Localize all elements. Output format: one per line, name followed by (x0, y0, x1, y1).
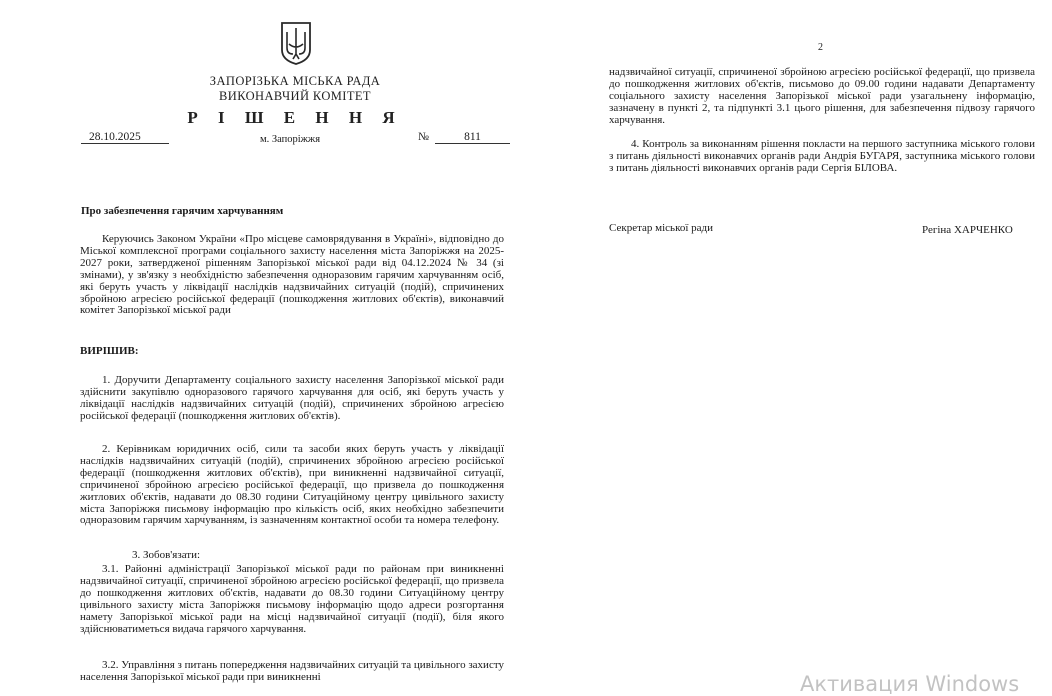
item-3-2-paragraph: 3.2. Управління з питань попередження надзвичайних ситуацій та цивільного захисту населення Запорізької міської ради при виникненні (80, 659, 504, 683)
item-3-1-paragraph: 3.1. Районні адміністрації Запорізької міської ради по районам при виникненні надзвичайної ситуації, спричиненої збройною агресією російської федерації, що призвела до пошкодження житлових об'єктів, надавати до 08.30 години Ситуаційному центру цивільного захисту міста Запоріжжя письмову інформацію щодо адреси розгортання намету Запорізької міської ради на місці надзвичайної ситуації (події), біля якого здійснюватиметься видача гарячого харчування. (80, 563, 504, 635)
city-name: м. Запоріжжя (259, 134, 321, 145)
item-2-paragraph: 2. Керівникам юридичних осіб, сили та засоби яких беруть участь у ліквідації наслідків надзвичайних ситуацій (подій), спричинених збройною агресією російської федерації (пошкодження житлових об'єктів), при виникненні надзвичайної ситуації, спричиненої збройною агресією російської федерації, що призвела до пошкодження житлових об'єктів, надавати до 08.30 години Ситуаційному центру цивільного захисту міста Запоріжжя письмову інформацію про кількість осіб, яких необхідно забезпечити одноразовим гарячим харчуванням, із зазначенням контактної особи та номера телефону. (80, 443, 504, 527)
signer-title: Секретар міської ради (609, 222, 714, 234)
decision-number: 811 (435, 131, 510, 144)
item-4-paragraph: 4. Контроль за виконанням рішення покласти на першого заступника міського голови з питань діяльності виконавчих органів ради Андрія БУГАРЯ, заступника міського голови з питань діяльності виконавчих органів ради Сергія БІЛОВА. (609, 138, 1035, 174)
committee-name: ВИКОНАВЧИЙ КОМІТЕТ (219, 89, 371, 103)
activation-watermark: Активация Windows (800, 672, 1020, 696)
decision-title: Про забезпечення гарячим харчуванням (81, 205, 284, 217)
signer-name: Регіна ХАРЧЕНКО (922, 224, 1013, 236)
council-name: ЗАПОРІЗЬКА МІСЬКА РАДА (209, 74, 381, 88)
item-1-paragraph: 1. Доручити Департаменту соціального захисту населення Запорізької міської ради здійснити закупівлю одноразового гарячого харчування для осіб, які беруть участь у ліквідації наслідків надзвичайних ситуацій (подій), спричинених збройною агресією російської федерації (пошкодження житлових об'єктів). (80, 374, 504, 422)
resolve-heading: ВИРІШИВ: (80, 345, 139, 357)
decision-date: 28.10.2025 (81, 131, 169, 144)
document-type-heading: Р І Ш Е Н Н Я (187, 108, 403, 127)
page-number: 2 (818, 42, 823, 53)
decision-number-field (418, 131, 528, 144)
number-label: № (418, 131, 429, 143)
coat-of-arms-icon (279, 20, 313, 66)
item-3-paragraph: 3. Зобов'язати: (132, 549, 201, 561)
continuation-paragraph: надзвичайної ситуації, спричиненої збройною агресією російської федерації, що призвела до пошкодження житлових об'єктів, письмово до 09.00 години надавати Департаменту соціального захисту населення Запорізької міської ради узагальнену інформацію, зазначену в пункті 2, та підпункті 3.1 цього рішення, для забезпечення підвозу гарячого харчування. (609, 66, 1035, 126)
preamble-paragraph: Керуючись Законом України «Про місцеве самоврядування в Україні», відповідно до Міської комплексної програми соціального захисту населення міста Запоріжжя на 2025-2027 роки, затвердженої рішенням Запорізької міської ради від 04.12.2024 № 34 (зі змінами), у зв'язку з необхідністю забезпечення одноразовим гарячим харчуванням осіб, які беруть участь у ліквідації наслідків надзвичайних ситуацій (подій), спричинених збройною агресією російської федерації (пошкодження житлових об'єктів), виконавчий комітет Запорізької міської ради (80, 233, 504, 317)
